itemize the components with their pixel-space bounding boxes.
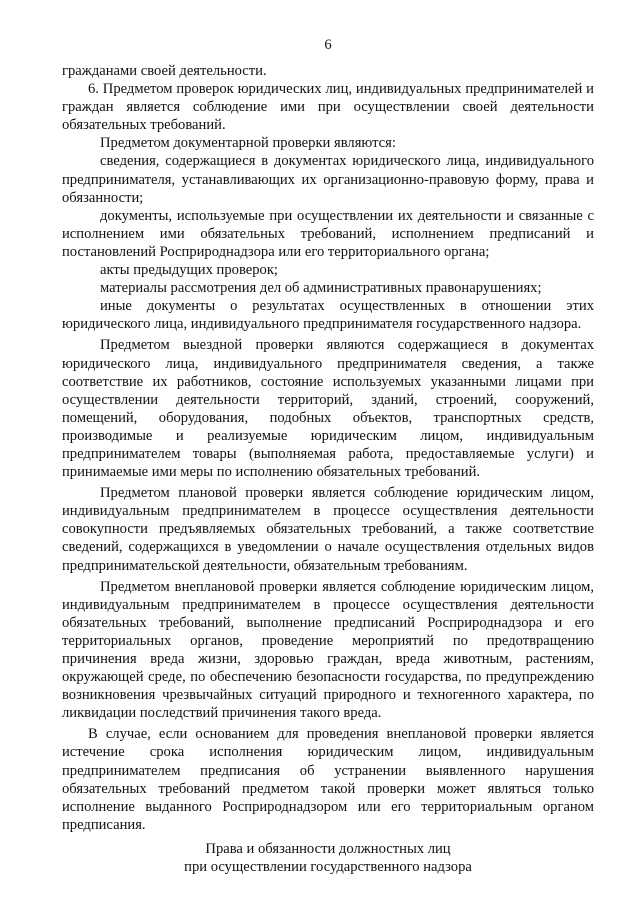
paragraph-documentary-docs: документы, используемые при осуществлении их деятельности и связанные с исполнением ими обязательных требований, исполнением предписаний и постановлений Росприроднадзора или его территориального органа; [62,207,594,260]
section-heading [62,840,594,876]
document-body [62,62,594,876]
paragraph-planned-inspection: Предметом плановой проверки является соблюдение юридическим лицом, индивидуальным предпринимателем в процессе осуществления деятельности совокупности предъявляемых обязательных требований, а также соответствие сведений, содержащихся в уведомлении о начале осуществления отдельных видов предпринимательской деятельности, обязательным требованиям. [62,485,594,574]
paragraph-item-6: 6. Предметом проверок юридических лиц, индивидуальных предпринимателей и граждан является соблюдение ими при осуществлении своей деятельности обязательных требований. [62,81,594,134]
section-heading-line-2: при осуществлении государственного надзора [184,859,472,876]
paragraph-continuation: гражданами своей деятельности. [62,63,267,79]
page-number: 6 [324,37,332,53]
section-heading-line-1: Права и обязанности должностных лиц [205,840,451,857]
paragraph-documentary-intro: Предметом документарной проверки являются: [100,135,396,152]
paragraph-unplanned-inspection: Предметом внеплановой проверки является соблюдение юридическим лицом, индивидуальным предпринимателем в процессе осуществления деятельности обязательных требований, выполнение предписаний Росприроднадзора и его территориальных органов, проведение мероприятий по предотвращению причинения вреда жизни, здоровью граждан, вреда животным, растениям, окружающей среде, по обеспечению безопасности государства, по предупреждению возникновения чрезвычайных ситуаций природного и техногенного характера, по ликвидации последствий причинения такого вреда. [62,578,594,722]
paragraph-documentary-info: сведения, содержащиеся в документах юридического лица, индивидуального предпринимателя, устанавливающих их организационно-правовую форму, права и обязанности; [62,153,594,206]
paragraph-unplanned-case: В случае, если основанием для проведения внеплановой проверки является истечение срока исполнения юридическим лицом, индивидуальным предпринимателем предписания об устранении выявленного нарушения обязательных требований предметом такой проверки может являться только исполнение выданного Росприроднадзором или его территориальным органом предписания. [62,726,594,833]
paragraph-onsite-inspection: Предметом выездной проверки являются содержащиеся в документах юридического лица, индивидуального предпринимателя сведения, а также соответствие их работников, состояние используемых указанными лицами при осуществлении деятельности территорий, зданий, строений, сооружений, помещений, оборудования, подобных объектов, транспортных средств, производимые и реализуемые юридическим лицом, индивидуальным предпринимателем товары (выполняемая работа, предоставляемые услуги) и принимаемые ими меры по исполнению обязательных требований. [62,337,594,481]
paragraph-documentary-other: иные документы о результатах осуществленных в отношении этих юридического лица, индивидуального предпринимателя государственного надзора. [62,298,594,333]
paragraph-documentary-materials: материалы рассмотрения дел об административных правонарушениях; [100,280,542,297]
paragraph-documentary-acts: акты предыдущих проверок; [100,262,278,279]
